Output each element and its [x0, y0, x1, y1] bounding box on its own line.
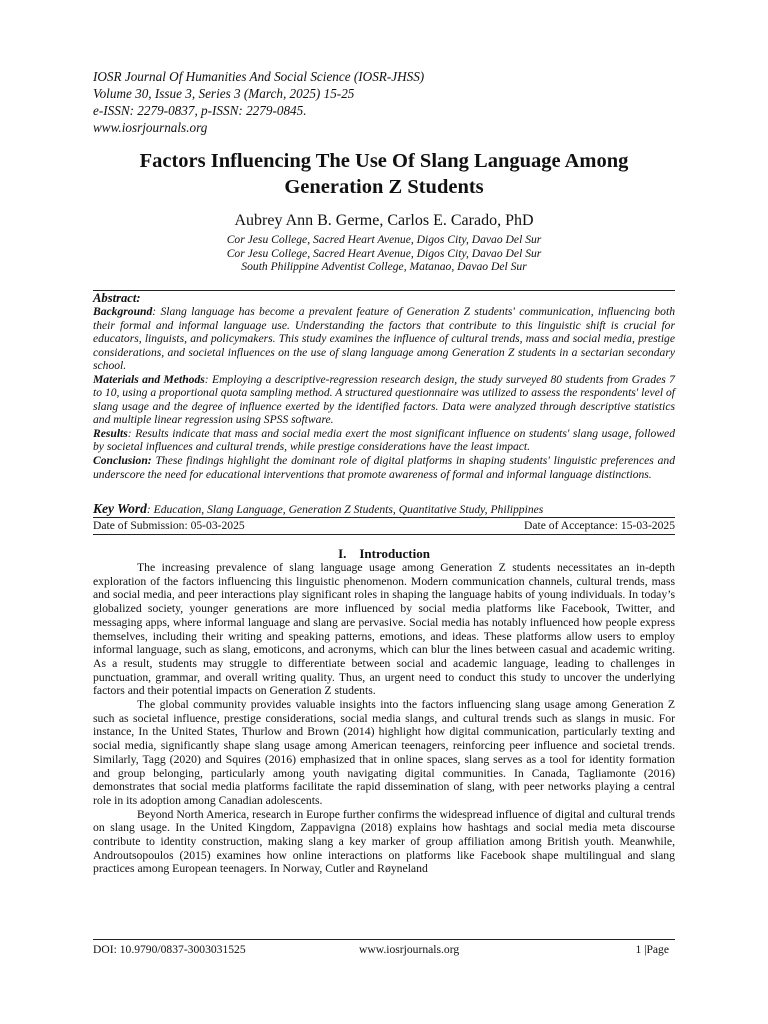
footer-rule — [93, 939, 675, 940]
keywords-line — [93, 502, 675, 517]
abstract-background — [93, 305, 675, 373]
journal-name: IOSR Journal Of Humanities And Social Science (IOSR-JHSS) — [93, 69, 425, 84]
affiliation-2: Cor Jesu College, Sacred Heart Avenue, Digos City, Davao Del Sur — [226, 246, 542, 260]
methods-label: Materials and Methods — [93, 372, 205, 386]
results-label: Results — [93, 426, 128, 440]
abstract-methods — [93, 373, 675, 427]
author-affiliations — [93, 233, 675, 274]
intro-paragraph-1: The increasing prevalence of slang language usage among Generation Z students necessitates an in-depth exploration of the factors influencing this linguistic phenomenon. Modern communication channels, cultural trends, mass and social media, and peer interactions play significant roles in shaping the language habits of young individuals. In today’s globalized society, younger generations are more influenced by social media platforms like Facebook, Twitter, and messaging apps, where informal language and slang are pervasive. Social media has notably influenced how people express themselves, including their writing and speaking patterns, emotions, and ideas. These platforms allow users to employ informal language, such as slang, emoticons, and acronyms, which can blur the lines between casual and academic writing. As a result, students may struggle to differentiate between social and academic language, leading to challenges in punctuation, grammar, and overall writing quality. Thus, an urgent need to conduct this study to uncover the underlying factors and their potential impacts on Generation Z students. — [93, 561, 675, 698]
footer-doi: DOI: 10.9790/0837-3003031525 — [93, 943, 246, 956]
paper-title-line-2: Generation Z Students — [284, 176, 484, 198]
paper-authors: Aubrey Ann B. Germe, Carlos E. Carado, PhD — [234, 212, 534, 229]
paper-title — [93, 148, 675, 200]
date-of-submission: Date of Submission: 05-03-2025 — [93, 519, 245, 532]
affiliation-3: South Philippine Adventist College, Matanao, Davao Del Sur — [241, 260, 527, 274]
journal-website: www.iosrjournals.org — [93, 120, 208, 135]
abstract-heading: Abstract: — [93, 291, 141, 305]
keywords-text: : Education, Slang Language, Generation Z Students, Quantitative Study, Philippines — [146, 503, 544, 516]
section-heading: I. Introduction — [338, 546, 430, 561]
abstract-results — [93, 427, 675, 454]
conclusion-text: These findings highlight the dominant role of digital platforms in shaping students' linguistic preferences and underscore the need for educational interventions that promote awareness of formal and informal language distinctions. — [93, 454, 675, 481]
keywords-label: Key Word — [93, 501, 147, 516]
journal-volume: Volume 30, Issue 3, Series 3 (March, 2025) 15-25 — [93, 86, 355, 101]
date-of-acceptance: Date of Acceptance: 15-03-2025 — [524, 519, 675, 532]
footer-website: www.iosrjournals.org — [359, 943, 460, 956]
conclusion-label: Conclusion: — [93, 454, 152, 468]
submission-dates — [93, 518, 675, 533]
journal-issn: e-ISSN: 2279-0837, p-ISSN: 2279-0845. — [93, 103, 307, 118]
intro-paragraph-3: Beyond North America, research in Europe further confirms the widespread influence of digital and cultural trends on slang usage. In the United Kingdom, Zappavigna (2018) explains how hashtags and social media meta discourse contribute to identity construction, making slang a key marker of group affiliation among British youth. Meanwhile, Androutsopoulos (2015) examines how online interactions on platforms like Facebook shape multilingual and slang practices among European teenagers. In Norway, Cutler and Røyneland — [93, 807, 675, 876]
abstract-conclusion — [93, 454, 675, 481]
journal-header — [93, 68, 653, 136]
dates-bottom-rule — [93, 534, 675, 535]
methods-text: : Employing a descriptive-regression research design, the study surveyed 80 students from Grades 7 to 10, using a proportional quota sampling method. A structured questionnaire was utilized to assess the respondents' level of slang usage and the degree of influence exerted by the identified factors. Data were analyzed through descriptive statistics and multiple linear regression using SPSS software. — [93, 372, 675, 427]
results-text: : Results indicate that mass and social media exert the most significant influence on students' slang usage, followed by societal influences and cultural trends, while prestige considerations have the least impact. — [93, 426, 675, 454]
page-footer — [93, 942, 675, 958]
affiliation-1: Cor Jesu College, Sacred Heart Avenue, Digos City, Davao Del Sur — [226, 233, 542, 246]
intro-paragraph-2: The global community provides valuable insights into the factors influencing slang usage among Generation Z such as societal influence, prestige considerations, social media slangs, and cultural trends such as slangs in music. For instance, In the United States, Thurlow and Brown (2014) highlight how digital communication, particularly texting and social media, significantly shape slang usage among American teenagers, reinforcing peer influence and societal trends. Similarly, Tagg (2020) and Squires (2016) emphasized that in online spaces, slang serves as a tool for identity formation and group belonging, particularly among youth navigating digital communities. In Canada, Tagliamonte (2016) demonstrates that social media platforms facilitate the rapid dissemination of slang, with peer networks playing a central role in its adoption among Canadian adolescents. — [93, 698, 675, 807]
footer-page-number: 1 |Page — [635, 943, 669, 956]
paper-title-line-1: Factors Influencing The Use Of Slang Language Among — [139, 150, 629, 172]
background-label: Background — [93, 305, 153, 318]
background-text: : Slang language has become a prevalent feature of Generation Z students' communication, influencing both their formal and informal language use. Understanding the factors that contribute to this linguistic shift is crucial for educators, linguists, and policymakers. This study examines the influence of cultural trends, mass and social media, prestige considerations, and societal influences on the use of slang language among Generation Z students in a sectarian secondary school. — [93, 305, 675, 373]
abstract-block — [93, 291, 675, 481]
introduction-body — [93, 561, 675, 876]
